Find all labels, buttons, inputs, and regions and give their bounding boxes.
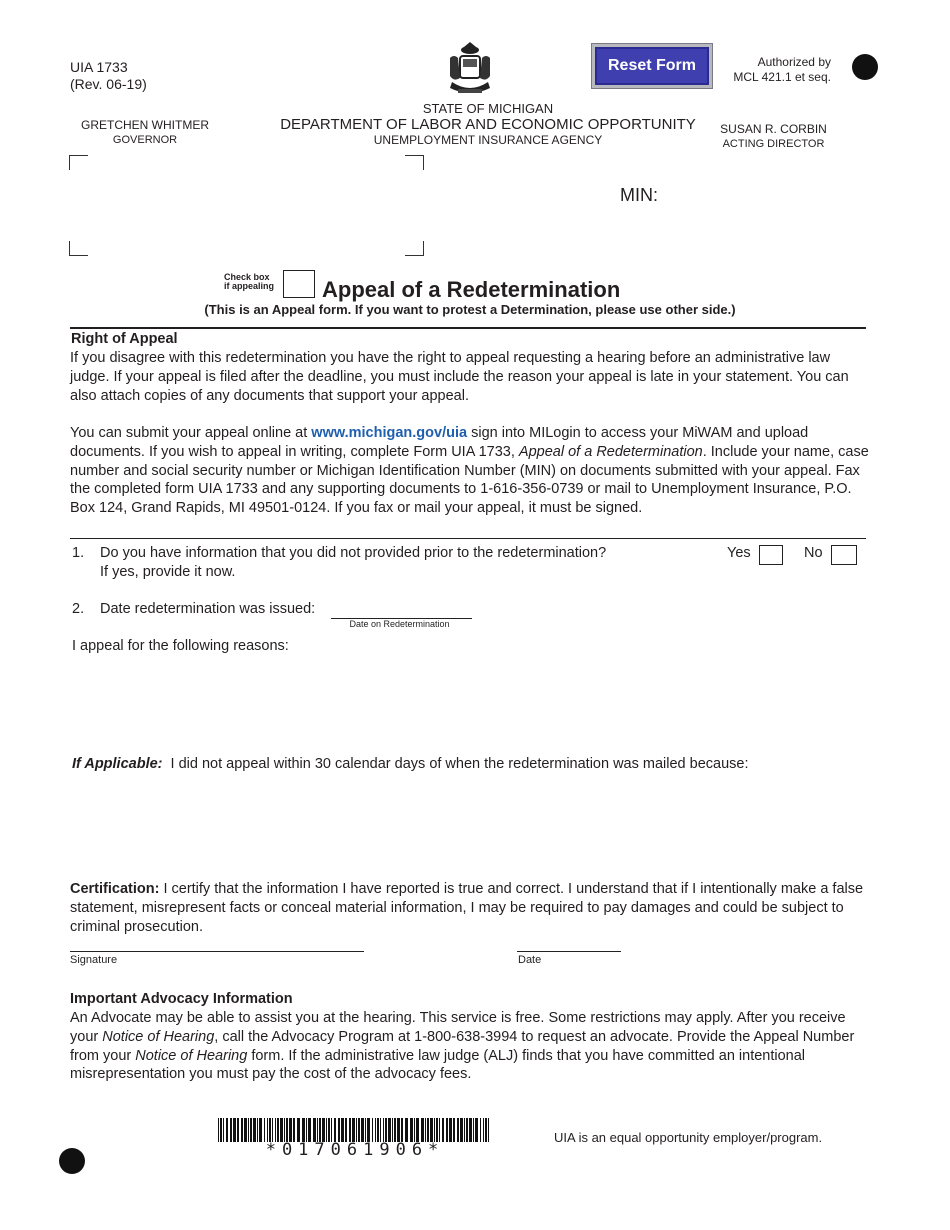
barcode-bar: [425, 1118, 426, 1142]
barcode-bar: [284, 1118, 285, 1142]
barcode-bar: [439, 1118, 440, 1142]
barcode-bar: [257, 1118, 258, 1142]
barcode-bar: [410, 1118, 413, 1142]
barcode-bar: [349, 1118, 351, 1142]
uia-website-link[interactable]: www.michigan.gov/uia: [311, 425, 468, 441]
director-title: ACTING DIRECTOR: [722, 138, 825, 150]
barcode-bar: [334, 1118, 336, 1142]
barcode-bar: [375, 1118, 376, 1142]
barcode-bar: [392, 1118, 393, 1142]
barcode-bar: [338, 1118, 340, 1142]
barcode-bar: [460, 1118, 463, 1142]
barcode-bar: [322, 1118, 325, 1142]
reset-form-button[interactable]: Reset Form: [592, 44, 712, 88]
barcode-bar: [480, 1118, 481, 1142]
barcode-bar: [259, 1118, 262, 1142]
barcode-bar: [365, 1118, 366, 1142]
barcode-bar: [401, 1118, 403, 1142]
late-appeal-prompt: [72, 755, 749, 774]
barcode-bar: [326, 1118, 327, 1142]
barcode-bar: [223, 1118, 224, 1142]
barcode-bar: [286, 1118, 288, 1142]
barcode-bar: [277, 1118, 279, 1142]
barcode-bar: [361, 1118, 364, 1142]
right-of-appeal-heading: Right of Appeal: [71, 331, 178, 347]
agency-name: UNEMPLOYMENT INSURANCE AGENCY: [373, 133, 603, 147]
instructions-text: sign into MILogin to access your MiWAM and upload documents. If you wish to appeal in writing, complete Form UIA 1733,: [70, 425, 809, 460]
director-name: SUSAN R. CORBIN: [720, 122, 827, 136]
barcode-bar: [289, 1118, 292, 1142]
state-seal-icon: [444, 40, 496, 96]
barcode-bar: [475, 1118, 478, 1142]
barcode-bar: [218, 1118, 219, 1142]
barcode-bar: [306, 1118, 307, 1142]
agency-header: [260, 101, 716, 148]
barcode-bar: [488, 1118, 489, 1142]
registration-mark-top: [852, 54, 878, 80]
no-label: No: [804, 545, 823, 561]
notice-of-hearing-italic: Notice of Hearing: [102, 1028, 215, 1045]
question-1-number: 1.: [72, 545, 85, 561]
barcode-bar: [220, 1118, 222, 1142]
authorization-notice: [716, 55, 831, 85]
barcode-bar: [483, 1118, 484, 1142]
form-number: UIA 1733: [70, 59, 128, 75]
equal-opportunity-statement: UIA is an equal opportunity employer/program.: [554, 1130, 823, 1145]
barcode-bar: [442, 1118, 444, 1142]
form-subtitle: (This is an Appeal form. If you want to protest a Determination, please use other side.): [204, 302, 736, 317]
barcode-bar: [345, 1118, 347, 1142]
right-of-appeal-paragraph: If you disagree with this redetermination you have the right to appeal requesting a hearing before an administrative law judge. If your appeal is filed after the deadline, you must include the reason your appeal is late in your statement. You can also attach copies of any documents that support your appeal.: [70, 350, 849, 404]
barcode-bar: [317, 1118, 318, 1142]
advocacy-text: An Advocate may be able to assist you at the hearing. This service is free. Some restrictions may apply. After you receive your: [70, 1010, 846, 1045]
reasons-label: I appeal for the following reasons:: [72, 638, 289, 654]
barcode: [218, 1118, 492, 1142]
barcode-bar: [367, 1118, 370, 1142]
barcode-bar: [293, 1118, 295, 1142]
barcode-bar: [388, 1118, 391, 1142]
form-revision: (Rev. 06-19): [70, 76, 147, 92]
barcode-bar: [397, 1118, 400, 1142]
barcode-bar: [230, 1118, 232, 1142]
yes-label: Yes: [727, 545, 751, 561]
yes-checkbox[interactable]: [759, 545, 783, 565]
barcode-bar: [394, 1118, 396, 1142]
form-title: Appeal of a Redetermination: [322, 277, 621, 302]
barcode-bar: [241, 1118, 243, 1142]
department-name: DEPARTMENT OF LABOR AND ECONOMIC OPPORTUNITY: [280, 116, 696, 133]
barcode-bar: [466, 1118, 468, 1142]
barcode-bar: [380, 1118, 381, 1142]
barcode-bar: [469, 1118, 472, 1142]
barcode-bar: [372, 1118, 373, 1142]
barcode-text: *017061906*: [265, 1140, 445, 1160]
barcode-bar: [308, 1118, 311, 1142]
barcode-bar: [358, 1118, 360, 1142]
form-id: [70, 59, 147, 93]
governor-block: [70, 118, 220, 147]
signature-label: Signature: [70, 954, 118, 966]
question-2-text: Date redetermination was issued:: [100, 601, 316, 617]
barcode-bar: [237, 1118, 239, 1142]
appeal-check-caption: [224, 273, 274, 291]
governor-name: GRETCHEN WHITMER: [81, 118, 209, 132]
barcode-bar: [267, 1118, 268, 1142]
barcode-bar: [416, 1118, 419, 1142]
signature-date-line[interactable]: [517, 951, 621, 952]
barcode-bar: [421, 1118, 424, 1142]
barcode-bar: [331, 1118, 332, 1142]
barcode-bar: [328, 1118, 330, 1142]
barcode-bar: [457, 1118, 459, 1142]
address-window-corner: [405, 241, 424, 256]
barcode-bar: [377, 1118, 379, 1142]
address-window-corner: [69, 155, 88, 170]
question-1: [100, 544, 700, 582]
barcode-bar: [248, 1118, 249, 1142]
divider: [70, 538, 866, 539]
address-window-corner: [69, 241, 88, 256]
advocacy-paragraph: [70, 1009, 870, 1084]
advocacy-text: form. If the administrative law judge (ALJ) finds that you have committed an intentional misrepresentation you must pay the cost of the advocacy fees.: [70, 1047, 806, 1083]
certification-text: I certify that the information I have reported is true and correct. I understand that if I intentionally make a false statement, misrepresent facts or conceal material information, I may be required to pay damages and could be subject to criminal prosecution.: [70, 881, 864, 935]
if-applicable-label: If Applicable:: [72, 756, 163, 772]
barcode-bar: [253, 1118, 256, 1142]
barcode-bar: [436, 1118, 438, 1142]
barcode-bar: [233, 1118, 236, 1142]
appeal-checkbox[interactable]: [283, 270, 315, 298]
divider: [70, 327, 866, 329]
barcode-bar: [250, 1118, 252, 1142]
barcode-bar: [356, 1118, 357, 1142]
min-label: MIN:: [620, 185, 658, 205]
signature-date-label: Date: [518, 954, 542, 966]
barcode-bar: [385, 1118, 387, 1142]
barcode-bar: [453, 1118, 455, 1142]
late-appeal-text: I did not appeal within 30 calendar days of when the redetermination was mailed because:: [162, 756, 749, 772]
date-issued-input[interactable]: [331, 598, 472, 619]
barcode-bar: [464, 1118, 465, 1142]
barcode-bar: [272, 1118, 273, 1142]
signature-line[interactable]: [70, 951, 364, 952]
question-1-subtext: If yes, provide it now.: [100, 563, 236, 580]
notice-of-hearing-italic: Notice of Hearing: [135, 1047, 248, 1064]
instructions-text: . Include your name, case number and social security number or Michigan Identification Number (MIN) on documents submitted with your appeal. Fax the completed form UIA 1733 and any supporting documents to 1-616-356-0739 or mail to Unemployment Insurance, P.O. Box 124, Grand Rapids, MI 49501-0124. If you fax or mail your appeal, it must be signed.: [70, 443, 869, 517]
barcode-bar: [264, 1118, 265, 1142]
no-checkbox[interactable]: [831, 545, 857, 565]
authorized-line-2: MCL 421.1 et seq.: [733, 70, 831, 84]
barcode-bar: [434, 1118, 435, 1142]
barcode-bar: [430, 1118, 433, 1142]
barcode-bar: [449, 1118, 452, 1142]
director-block: [706, 122, 841, 151]
barcode-bar: [427, 1118, 429, 1142]
barcode-bar: [244, 1118, 247, 1142]
barcode-bar: [485, 1118, 487, 1142]
barcode-bar: [405, 1118, 408, 1142]
registration-mark-bottom: [59, 1148, 85, 1174]
date-issued-caption: Date on Redetermination: [349, 619, 450, 629]
instructions-text: You can submit your appeal online at: [70, 425, 312, 441]
governor-title: GOVERNOR: [112, 134, 178, 146]
question-2-number: 2.: [72, 601, 85, 617]
barcode-bar: [473, 1118, 474, 1142]
barcode-bar: [302, 1118, 305, 1142]
barcode-bar: [269, 1118, 271, 1142]
barcode-bar: [383, 1118, 384, 1142]
barcode-bar: [319, 1118, 321, 1142]
barcode-bar: [446, 1118, 448, 1142]
barcode-bar: [313, 1118, 316, 1142]
authorized-line-1: Authorized by: [757, 55, 831, 69]
barcode-bar: [275, 1118, 276, 1142]
certification-label: Certification:: [70, 881, 160, 897]
barcode-bar: [341, 1118, 344, 1142]
certification: [70, 880, 870, 936]
barcode-bar: [280, 1118, 283, 1142]
advocacy-text: , call the Advocacy Program at 1-800-638-3994 to request an advocate. Provide the Appeal Number from your: [70, 1028, 855, 1064]
advocacy-heading: Important Advocacy Information: [70, 991, 293, 1007]
barcode-bar: [414, 1118, 415, 1142]
check-caption-line-1: Check box: [224, 272, 270, 282]
form-name-italic: Appeal of a Redetermination: [518, 443, 703, 460]
barcode-bar: [297, 1118, 300, 1142]
state-name: STATE OF MICHIGAN: [422, 101, 554, 116]
barcode-bar: [352, 1118, 355, 1142]
barcode-bar: [226, 1118, 228, 1142]
question-1-text: Do you have information that you did not provided prior to the redetermination?: [100, 545, 607, 561]
submission-instructions: [70, 424, 870, 518]
address-window-corner: [405, 155, 424, 170]
check-caption-line-2: if appealing: [224, 281, 275, 291]
